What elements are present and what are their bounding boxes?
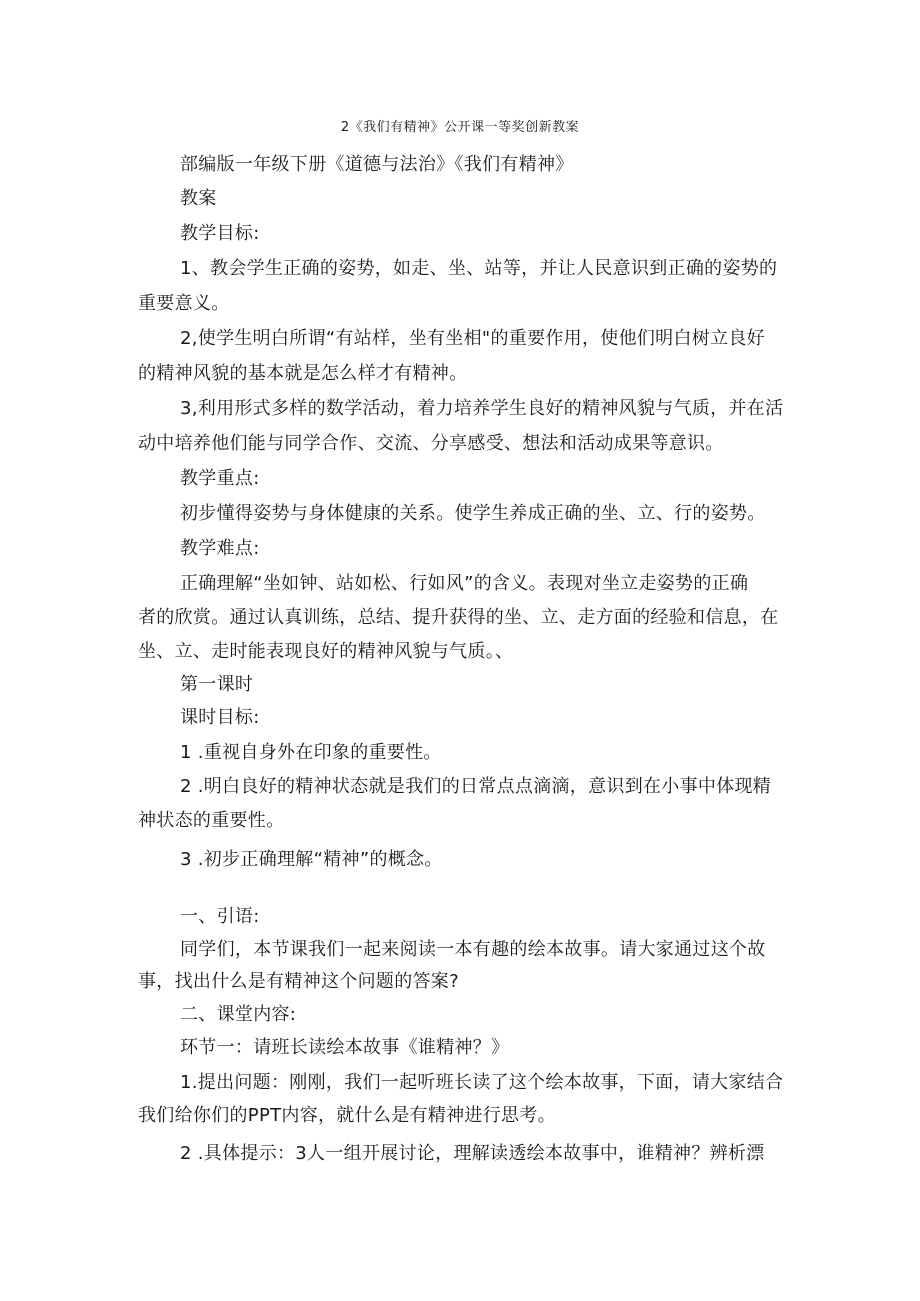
section-heading: 二、课堂内容: [180,1004,297,1025]
list-item: 2 .明白良好的精神状态就是我们的日常点点滴滴，意识到在小事中体现精 [180,776,772,797]
text-line: 正确理解“坐如钟、站如松、行如风”的含义。表现对坐立走姿势的正确 [180,573,749,594]
text-line: 初步懂得姿势与身体健康的关系。使学生养成正确的坐、立、行的姿势。 [180,503,766,524]
text-line: 同学们，本节课我们一起来阅读一本有趣的绘本故事。请大家通过这个故 [180,939,766,960]
list-item: 3 .初步正确理解“精神”的概念。 [180,849,443,870]
section-heading: 第一课时 [180,674,254,695]
text-line: 动中培养他们能与同学合作、交流、分享感受、想法和活动成果等意识。 [138,433,724,454]
section-heading: 教学重点: [180,468,260,489]
text-line: 者的欣赏。通过认真训练，总结、提升获得的坐、立、走方面的经验和信息，在 [138,607,779,628]
text-line: 我们给你们的PPT内容，就什么是有精神进行思考。 [138,1105,556,1126]
text-line: 教案 [180,188,217,209]
text-line: 3,利用形式多样的数学活动，着力培养学生良好的精神风貌与气质，并在活 [180,398,784,419]
document-title: 2《我们有精神》公开课一等奖创新教案 [340,120,580,135]
list-item: 2 .具体提示：3人一组开展讨论，理解读透绘本故事中，谁精神？辨析漂 [180,1143,765,1164]
text-line: 部编版一年级下册《道德与法治》《我们有精神》 [180,154,574,175]
text-line: 坐、立、走时能表现良好的精神风貌与气质。、 [138,641,514,662]
section-heading: 一、引语: [180,906,260,927]
list-item: 1 .重视自身外在印象的重要性。 [180,742,442,763]
list-item: 1.提出问题：刚刚，我们一起听班长读了这个绘本故事，下面，请大家结合 [180,1072,784,1093]
section-heading: 教学目标: [180,223,260,244]
text-line: 环节一：请班长读绘本故事《谁精神？》 [180,1037,510,1058]
text-line: 1、教会学生正确的姿势，如走、坐、站等，并让人民意识到正确的姿势的 [180,258,778,279]
text-line: 的精神风貌的基本就是怎么样才有精神。 [138,363,468,384]
text-line: 2,使学生明白所谓“有站样，坐有坐相"的重要作用，使他们明白树立良好 [180,328,765,349]
section-heading: 教学难点: [180,538,260,559]
text-line: 事，找出什么是有精神这个问题的答案? [138,971,459,992]
text-line: 神状态的重要性。 [138,810,285,831]
text-line: 重要意义。 [138,293,230,314]
section-heading: 课时目标: [180,707,260,728]
